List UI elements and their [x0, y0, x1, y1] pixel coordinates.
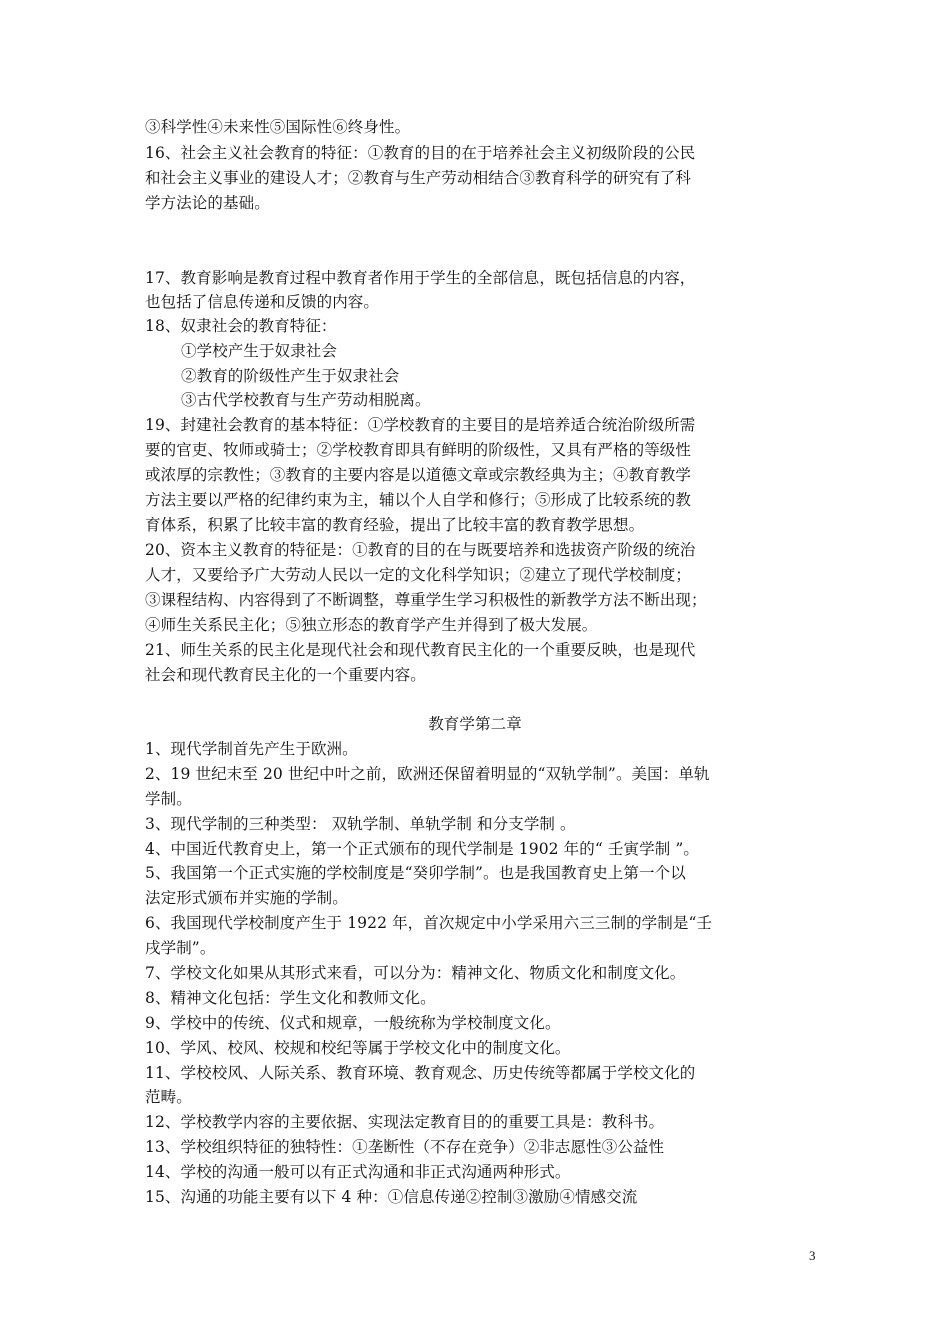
text-line: 3、现代学制的三种类型： 双轨学制、单轨学制 和分支学制 。: [145, 815, 576, 833]
text-line: 20、资本主义教育的特征是：①教育的目的在与既要培养和选拔资产阶级的统治: [145, 541, 696, 559]
text-line: 范畴。: [145, 1088, 192, 1106]
text-line: ③古代学校教育与生产劳动相脱离。: [181, 391, 431, 409]
text-line: 人才，又要给予广大劳动人民以一定的文化科学知识；②建立了现代学校制度；: [145, 566, 692, 584]
text-line: 18、奴隶社会的教育特征：: [145, 317, 337, 335]
text-line: 10、学风、校风、校规和校纪等属于学校文化中的制度文化。: [145, 1039, 571, 1057]
text-line: 13、学校组织特征的独特性：①垄断性（不存在竞争）②非志愿性③公益性: [145, 1138, 665, 1156]
text-line: 12、学校教学内容的主要依据、实现法定教育目的的重要工具是：教科书。: [145, 1113, 665, 1131]
text-line: 1、现代学制首先产生于欧洲。: [145, 740, 358, 758]
text-line: 法定形式颁布并实施的学制。: [145, 889, 348, 907]
page-number: 3: [809, 1248, 816, 1263]
text-line: 6、我国现代学校制度产生于 1922 年，首次规定中小学采用六三三制的学制是“壬: [145, 914, 713, 932]
text-line: 16、社会主义社会教育的特征：①教育的目的在于培养社会主义初级阶段的公民: [145, 144, 696, 162]
text-line: 8、精神文化包括：学生文化和教师文化。: [145, 989, 436, 1007]
text-line: 方法主要以严格的纪律约束为主，辅以个人自学和修行；⑤形成了比较系统的教: [145, 491, 692, 509]
text-line: ①学校产生于奴隶社会: [181, 342, 338, 360]
text-line: 7、学校文化如果从其形式来看，可以分为：精神文化、物质文化和制度文化。: [145, 964, 686, 982]
text-line: ③课程结构、内容得到了不断调整，尊重学生学习积极性的新教学方法不断出现；: [145, 591, 707, 609]
text-line: 21、师生关系的民主化是现代社会和现代教育民主化的一个重要反映，也是现代: [145, 641, 696, 659]
text-line: 11、学校校风、人际关系、教育环境、教育观念、历史传统等都属于学校文化的: [145, 1064, 696, 1082]
text-line: 4、中国近代教育史上，第一个正式颁布的现代学制是 1902 年的“ 壬寅学制 ”。: [145, 840, 699, 858]
text-line: 戌学制”。: [145, 939, 216, 957]
text-line: 15、沟通的功能主要有以下 4 种：①信息传递②控制③激励④情感交流: [145, 1188, 638, 1206]
text-line: 17、教育影响是教育过程中教育者作用于学生的全部信息，既包括信息的内容，: [145, 269, 696, 287]
text-line: 学方法论的基础。: [145, 194, 270, 212]
text-line: 2、19 世纪末至 20 世纪中叶之前，欧洲还保留着明显的“双轨学制”。美国：单轨: [145, 765, 710, 783]
text-line: 5、我国第一个正式实施的学校制度是“癸卯学制”。也是我国教育史上第一个以: [145, 864, 686, 882]
text-line: 19、封建社会教育的基本特征：①学校教育的主要目的是培养适合统治阶级所需: [145, 416, 696, 434]
chapter-title: 教育学第二章: [428, 715, 522, 733]
text-line: 9、学校中的传统、仪式和规章，一般统称为学校制度文化。: [145, 1014, 561, 1032]
text-line: 学制。: [145, 790, 192, 808]
text-line: ②教育的阶级性产生于奴隶社会: [181, 367, 400, 385]
text-line: ④师生关系民主化；⑤独立形态的教育学产生并得到了极大发展。: [145, 616, 598, 634]
text-line: 和社会主义事业的建设人才；②教育与生产劳动相结合③教育科学的研究有了科: [145, 169, 692, 187]
text-line: 要的官吏、牧师或骑士；②学校教育即具有鲜明的阶级性，又具有严格的等级性: [145, 441, 692, 459]
text-line: 社会和现代教育民主化的一个重要内容。: [145, 666, 426, 684]
text-line: ③科学性④未来性⑤国际性⑥终身性。: [145, 118, 411, 136]
text-line: 或浓厚的宗教性；③教育的主要内容是以道德文章或宗教经典为主；④教育教学: [145, 466, 692, 484]
text-line: 也包括了信息传递和反馈的内容。: [145, 293, 380, 311]
text-line: 育体系，积累了比较丰富的教育经验，提出了比较丰富的教育教学思想。: [145, 516, 645, 534]
text-line: 14、学校的沟通一般可以有正式沟通和非正式沟通两种形式。: [145, 1163, 571, 1181]
